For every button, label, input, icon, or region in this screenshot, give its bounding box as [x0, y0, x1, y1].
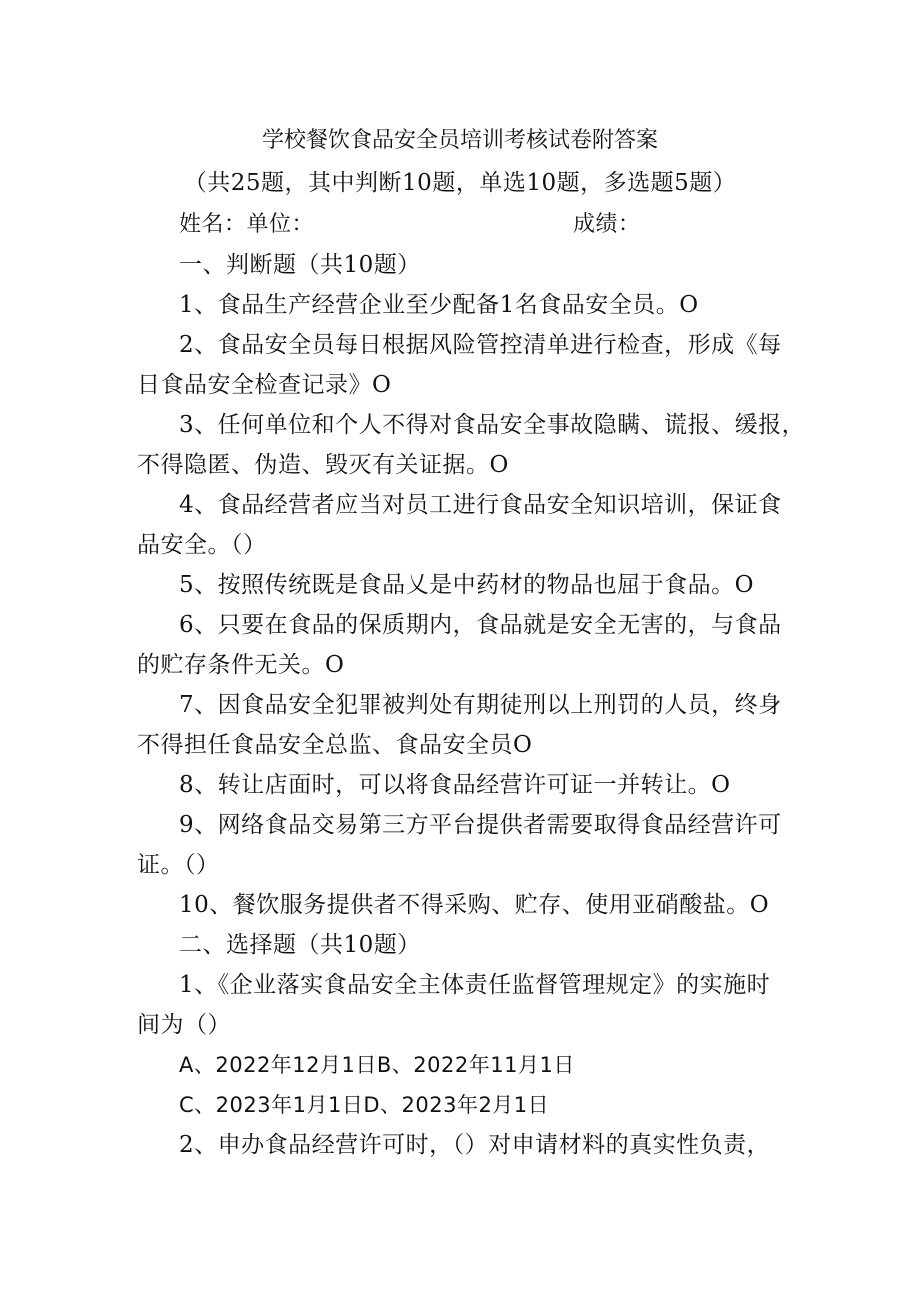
name-unit-label: 姓名：单位： [179, 212, 315, 237]
choice-options-line: A、2022年12月1日B、2022年11月1日 [179, 1053, 575, 1077]
question-line: 的贮存条件无关。O [137, 652, 345, 678]
question-line: 2、食品安全员每日根据风险管控清单进行检查，形成《每 [179, 332, 782, 358]
choice-line: 1、《企业落实食品安全主体责任监督管理规定》的实施时 [179, 972, 771, 998]
choice-options-line: C、2023年1月1日D、2023年2月1日 [179, 1093, 550, 1117]
section-heading-choice: 二、选择题（共10题） [179, 932, 421, 958]
question-line: 9、网络食品交易第三方平台提供者需要取得食品经营许可 [179, 812, 782, 838]
question-line: 日食品安全检查记录》O [137, 372, 392, 398]
document-subtitle: （共25题，其中判断10题，单选10题，多选题5题） [183, 170, 737, 196]
question-line: 6、只要在食品的保质期内，食品就是安全无害的，与食品 [179, 612, 782, 638]
question-line: 证。（） [137, 852, 220, 878]
question-line: 8、转让店面时，可以将食品经营许可证一并转让。O [179, 772, 731, 798]
choice-line: 2、申办食品经营许可时，（）对申请材料的真实性负责， [179, 1132, 771, 1158]
choice-line: 间为（） [137, 1012, 231, 1038]
section-heading-true-false: 一、判断题（共10题） [179, 252, 421, 278]
score-label: 成绩： [573, 212, 641, 237]
question-line: 4、食品经营者应当对员工进行食品安全知识培训，保证食 [179, 492, 782, 518]
question-line: 10、餐饮服务提供者不得采购、贮存、使用亚硝酸盐。O [179, 892, 770, 918]
question-line: 5、按照传统既是食品乂是中药材的物品也屈于食品。O [179, 572, 754, 598]
question-line: 7、因食品安全犯罪被判处有期徒刑以上刑罚的人员，终身 [179, 692, 782, 718]
document-title: 学校餐饮食品安全员培训考核试卷附答案 [261, 128, 658, 153]
question-line: 不得隐匿、伪造、毁灭有关证据。O [137, 452, 509, 478]
question-line: 不得担任食品安全总监、食品安全员O [137, 732, 533, 758]
question-line: 品安全。（） [137, 532, 267, 558]
question-line: 3、任何单位和个人不得对食品安全事故隐瞒、谎报、缓报， [179, 412, 806, 438]
question-line: 1、食品生产经营企业至少配备1名食品安全员。O [179, 292, 699, 318]
